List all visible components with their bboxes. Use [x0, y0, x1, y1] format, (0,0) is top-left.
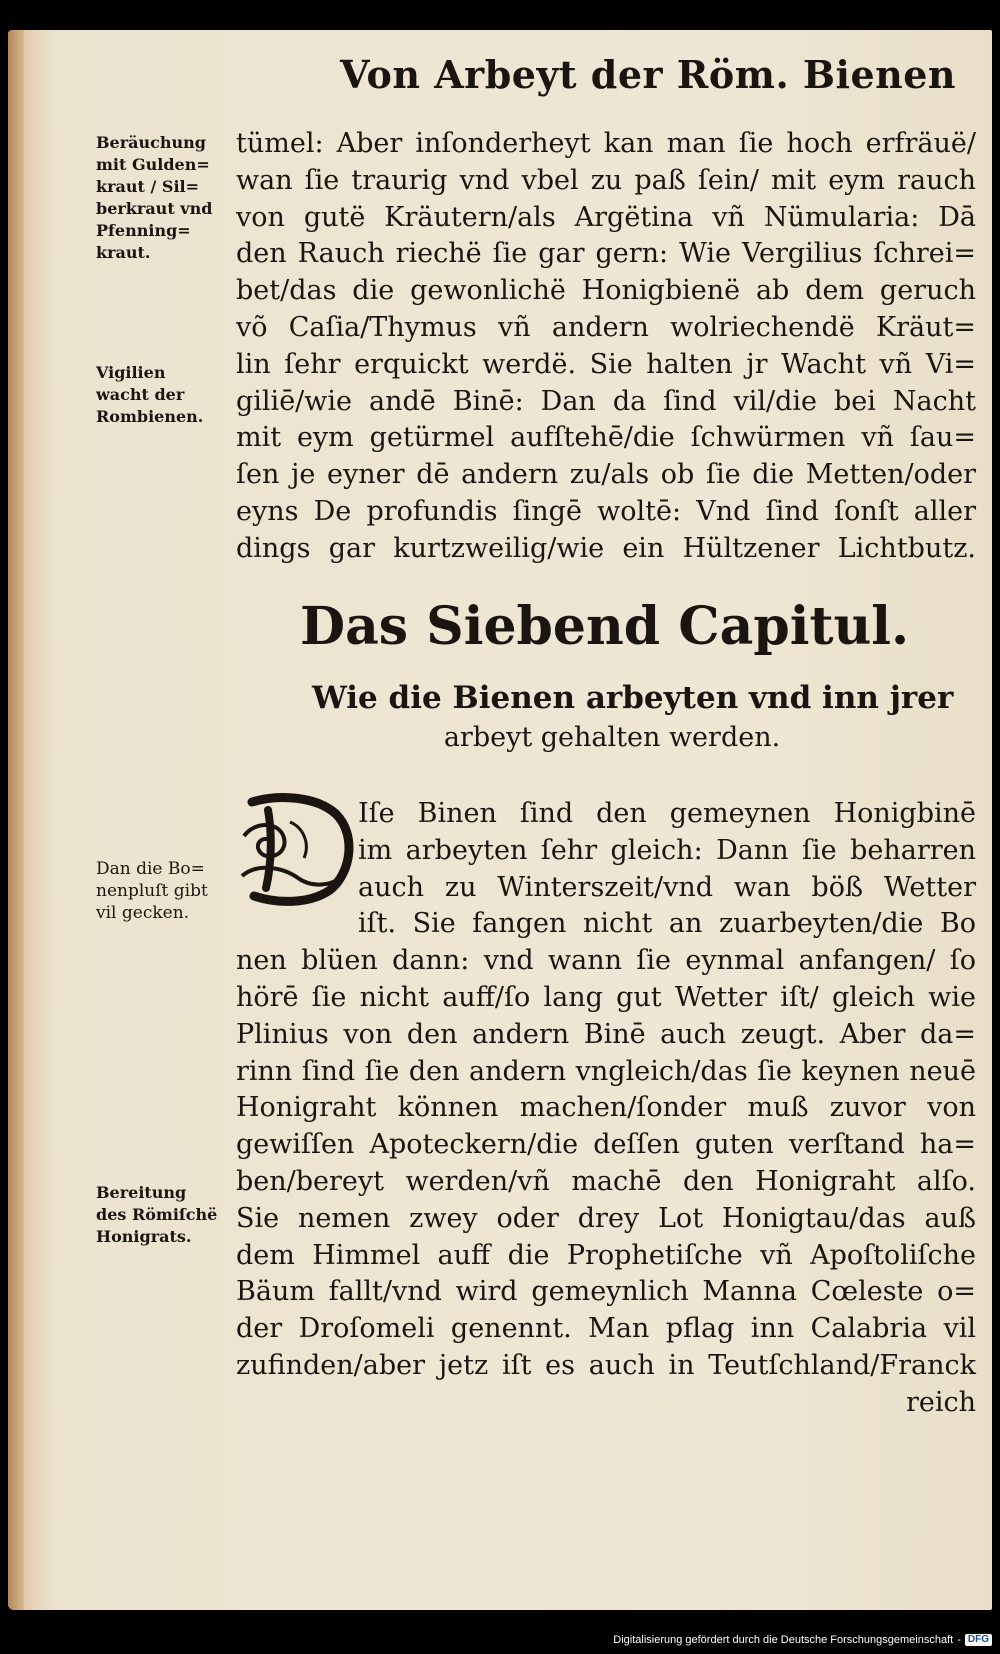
- body-line: den Rauch riechë ſie gar gern: Wie Vergilius ſchrei=: [236, 238, 976, 270]
- body-line: lin ſehr erquickt werdë. Sie halten jr Wacht vñ Vi=: [236, 348, 976, 380]
- margin-note-line: Beräuchung: [96, 133, 206, 152]
- dfg-logo-icon: DFG: [965, 1634, 992, 1646]
- body-line: im arbeyten ſehr gleich: Dann ſie beharren: [358, 834, 976, 866]
- margin-note-line: Bereitung: [96, 1183, 187, 1202]
- margin-note-line: Rombienen.: [96, 407, 204, 426]
- body-line: ben/bereyt werden/vñ machē den Honigraht alſo.: [236, 1165, 976, 1197]
- margin-note-line: kraut.: [96, 243, 151, 262]
- chapter-subtitle-continued: arbeyt gehalten werden.: [443, 722, 781, 753]
- footer-text: Digitalisierung gefördert durch die Deutsche Forschungsgemeinschaft: [613, 1634, 954, 1646]
- margin-note-line: kraut / Sil=: [96, 177, 200, 196]
- margin-note-line: Dan die Bo=: [96, 859, 205, 879]
- body-line: Sie nemen zwey oder drey Lot Honigtau/das auß: [236, 1202, 976, 1234]
- body-line: rinn ſind ſie den andern vngleich/das ſie keynen neuē: [236, 1055, 976, 1087]
- margin-note-line: des Römiſchë: [96, 1205, 218, 1224]
- body-text-block-2: [236, 796, 976, 1422]
- margin-note-2: [96, 362, 236, 428]
- body-line: der Droſomeli genennt. Man pflag inn Calabria vil: [236, 1313, 976, 1345]
- body-line: Honigraht können machen/ſonder muß zuvor von: [236, 1092, 976, 1124]
- body-line: tümel: Aber inſonderheyt kan man ſie hoch erfräuë/: [236, 128, 976, 159]
- body-line: gewiſſen Apoteckern/die deſſen guten verſtand ha=: [236, 1129, 976, 1161]
- body-line: giliē/wie andē Binē: Dan da ſind vil/die bei Nacht: [236, 385, 976, 417]
- body-line: eyns De profundis ſingē woltē: Vnd ſind ſonſt aller: [236, 495, 976, 527]
- margin-note-line: vil gecken.: [96, 903, 190, 923]
- margin-note-line: Vigilien: [96, 363, 166, 382]
- chapter-subtitle: Wie die Bienen arbeyten vnd inn jrer: [312, 680, 954, 716]
- margin-note-line: nenpluſt gibt: [96, 881, 208, 901]
- margin-note-1: [96, 132, 236, 264]
- chapter-title: Das Siebend Capitul.: [300, 596, 910, 657]
- margin-note-line: mit Gulden=: [96, 155, 210, 174]
- catchword: reich: [905, 1386, 976, 1418]
- body-line: von gutë Kräutern/als Argëtina vñ Nümularia: Dā: [236, 201, 976, 233]
- margin-note-line: Honigrats.: [96, 1227, 192, 1246]
- body-line: dings gar kurtzweilig/wie ein Hültzener Lichtbutz.: [236, 532, 976, 564]
- margin-note-line: berkraut vnd: [96, 199, 213, 218]
- body-line: ſen je eyner dē andern zu/als ob ſie die Metten/oder: [236, 459, 976, 491]
- body-line: mit eym getürmel aufſtehē/die ſchwürmen vñ ſau=: [236, 422, 976, 454]
- margin-note-3: [96, 858, 236, 924]
- body-line: iſt. Sie fangen nicht an zuarbeyten/die Bo: [358, 908, 976, 940]
- body-line: auch zu Winterszeit/vnd wan böß Wetter: [358, 871, 976, 903]
- body-line: Iſe Binen ſind den gemeynen Honigbinē: [358, 798, 976, 829]
- body-line: hörē ſie nicht auff/ſo lang gut Wetter iſt/ gleich wie: [236, 981, 976, 1013]
- running-head: Von Arbeyt der Röm. Bienen: [340, 52, 957, 97]
- body-line: Plinius von den andern Binē auch zeugt. Aber da=: [236, 1018, 976, 1050]
- margin-note-line: Pfenning=: [96, 221, 191, 240]
- body-line: võ Caſia/Thymus vñ andern wolriechendë Kräut=: [236, 311, 976, 343]
- body-line: bet/das die gewonlichë Honigbienë ab dem geruch: [236, 275, 976, 307]
- body-line: dem Himmel auff die Prophetiſche vñ Apoſtoliſche: [236, 1239, 976, 1271]
- digitization-footer: Digitalisierung gefördert durch die Deutsche Forschungsgemeinschaft - DFG: [613, 1634, 992, 1646]
- body-text-block-1: [236, 126, 976, 568]
- body-line: nen blüen dann: vnd wann ſie eynmal anfangen/ ſo: [236, 945, 976, 977]
- margin-note-line: wacht der: [96, 385, 185, 404]
- margin-note-4: [96, 1182, 236, 1248]
- body-line: wan ſie traurig vnd vbel zu paß ſein/ mit eym rauch: [236, 164, 976, 196]
- body-line: zufinden/aber jetz iſt es auch in Teutſchland/Franck: [236, 1349, 976, 1381]
- page-edge: [8, 30, 24, 1610]
- body-line: Bäum fallt/vnd wird gemeynlich Manna Cœleste o=: [236, 1276, 976, 1308]
